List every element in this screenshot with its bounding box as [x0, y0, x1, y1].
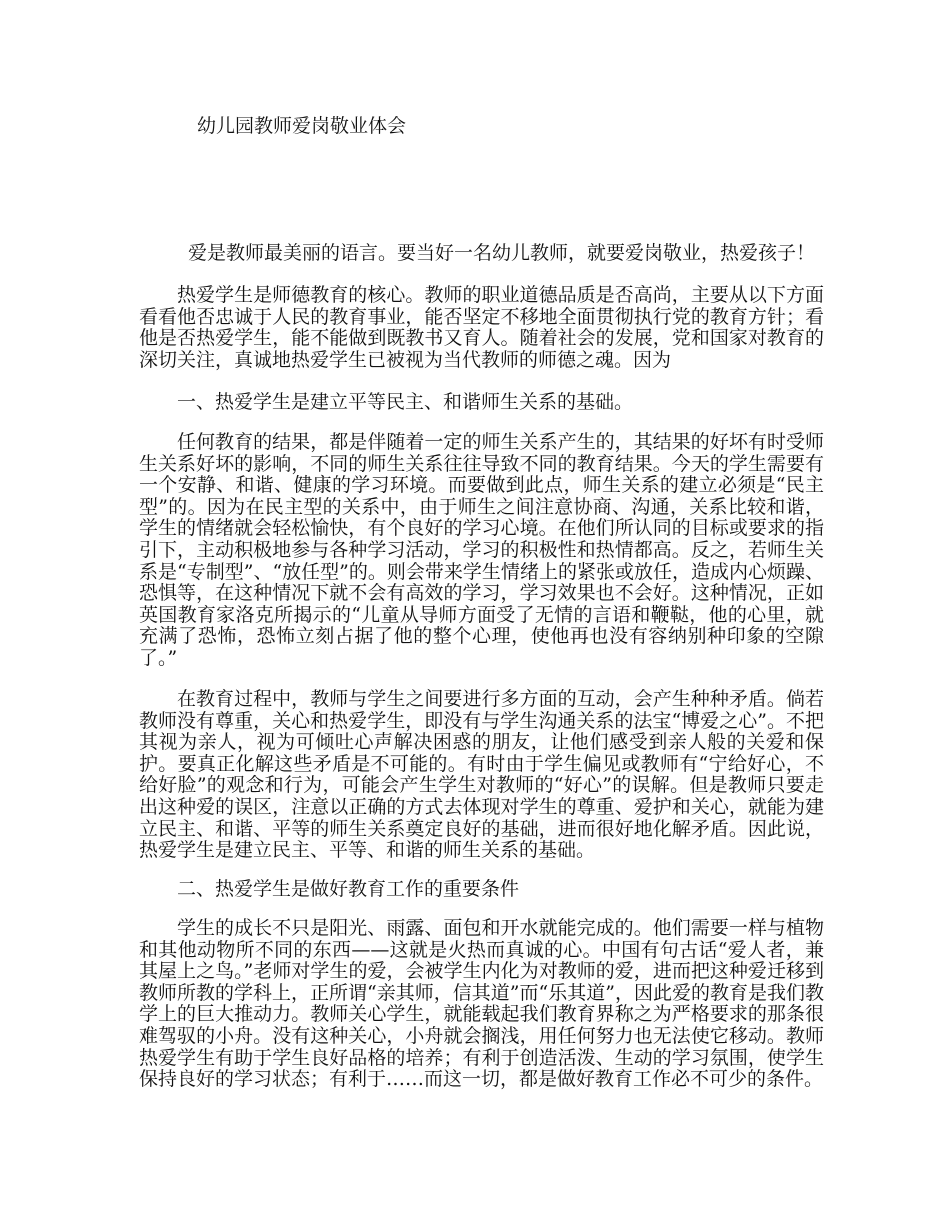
paragraph-teacher-student-relations: 任何教育的结果，都是伴随着一定的师生关系产生的，其结果的好坏有时受师生关系好坏的影响，不同的师生关系往往导致不同的教育结果。今天的学生需要有一个安静、和谐、健康的学习环境。而要做到此点，师生关系的建立必须是“民主型”的。因为在民主型的关系中，由于师生之间注意协商、沟通，关系比较和谐，学生的情绪就会轻松愉快，有个良好的学习心境。在他们所认同的目标或要求的指引下，主动积极地参与各种学习活动，学习的积极性和热情都高。反之，若师生关系是“专制型”、“放任型”的。则会带来学生情绪上的紧张或放任，造成内心烦躁、恐惧等，在这种情况下就不会有高效的学习，学习效果也不会好。这种情况，正如英国教育家洛克所揭示的“儿童从导师方面受了无情的言语和鞭鞑，他的心里，就充满了恐怖，恐怖立刻占据了他的整个心理，使他再也没有容纳别种印象的空隙了。”	[139, 431, 824, 669]
document-title: 幼儿园教师爱岗敬业体会	[197, 115, 407, 137]
section-heading-2: 二、热爱学生是做好教育工作的重要条件	[177, 878, 520, 900]
paragraph-education-conditions: 学生的成长不只是阳光、雨露、面包和开水就能完成的。他们需要一样与植物和其他动物所不同的东西——这就是火热而真诚的心。中国有句古话“爱人者，兼其屋上之鸟。”老师对学生的爱，会被学生内化为对教师的爱，进而把这种爱迁移到教师所教的学科上，正所谓“亲其师，信其道”而“乐其道”，因此爱的教育是我们教学上的巨大推动力。教师关心学生，就能载起我们教育界称之为严格要求的那条很难驾驭的小舟。没有这种关心，小舟就会搁浅，用任何努力也无法使它移动。教师热爱学生有助于学生良好品格的培养；有利于创造活泼、生动的学习氛围，使学生保持良好的学习状态；有利于……而这一切，都是做好教育工作必不可少的条件。	[139, 917, 824, 1091]
intro-sentence: 爱是教师最美丽的语言。要当好一名幼儿教师，就要爱岗敬业，热爱孩子！	[188, 242, 816, 264]
section-heading-1: 一、热爱学生是建立平等民主、和谐师生关系的基础。	[177, 391, 634, 413]
paragraph-resolving-conflicts: 在教育过程中，教师与学生之间要进行多方面的互动，会产生种种矛盾。倘若教师没有尊重，关心和热爱学生，即没有与学生沟通关系的法宝“博爱之心”。不把其视为亲人，视为可倾吐心声解决困惑的朋友，让他们感受到亲人般的关爱和保护。要真正化解这些矛盾是不可能的。有时由于学生偏见或教师有“宁给好心，不给好脸”的观念和行为，可能会产生学生对教师的“好心”的误解。但是教师只要走出这种爱的误区，注意以正确的方式去体现对学生的尊重、爱护和关心，就能为建立民主、和谐、平等的师生关系奠定良好的基础，进而很好地化解矛盾。因此说，热爱学生是建立民主、平等、和谐的师生关系的基础。	[139, 688, 824, 862]
paragraph-core-ethics: 热爱学生是师德教育的核心。教师的职业道德品质是否高尚，主要从以下方面看看他否忠诚于人民的教育事业，能否坚定不移地全面贯彻执行党的教育方针；看他是否热爱学生，能不能做到既教书又育人。随着社会的发展，党和国家对教育的深切关注，真诚地热爱学生已被视为当代教师的师德之魂。因为	[139, 284, 824, 371]
